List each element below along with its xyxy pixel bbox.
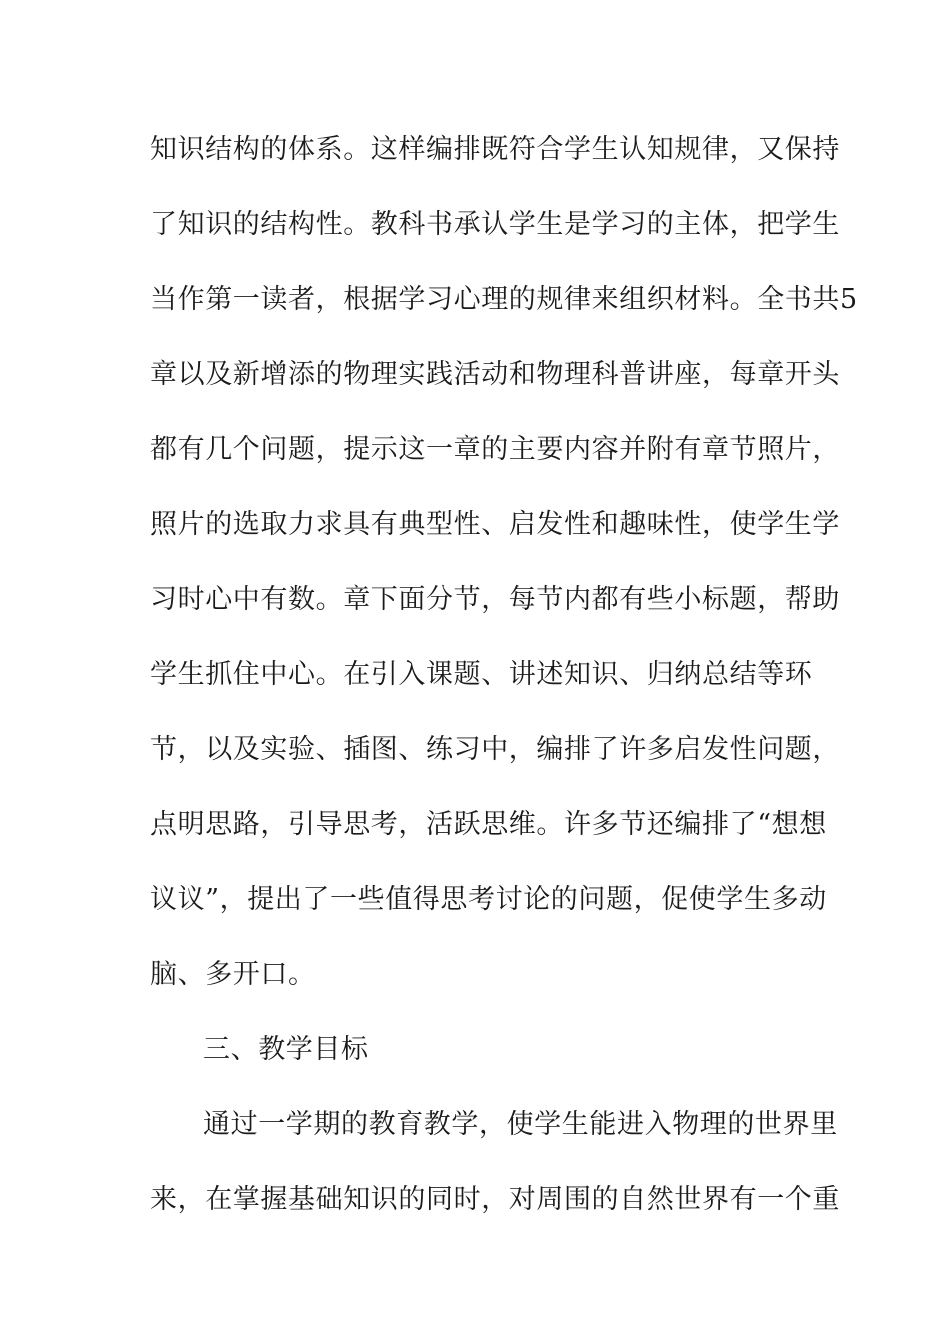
- text-line: 都有几个问题，提示这一章的主要内容并附有章节照片，: [150, 434, 840, 465]
- text-line: 点明思路，引导思考，活跃思维。许多节还编排了“想想: [150, 809, 827, 840]
- text-line: 脑、多开口。: [150, 959, 316, 990]
- text-line: 知识结构的体系。这样编排既符合学生认知规律，又保持: [150, 134, 840, 165]
- text-line: 学生抓住中心。在引入课题、讲述知识、归纳总结等环: [150, 659, 813, 690]
- text-line: 来，在掌握基础知识的同时，对周围的自然世界有一个重: [150, 1184, 840, 1215]
- text-line: 当作第一读者，根据学习心理的规律来组织材料。全书共5: [150, 284, 858, 315]
- text-line: 习时心中有数。章下面分节，每节内都有些小标题，帮助: [150, 584, 840, 615]
- text-line: 通过一学期的教育教学，使学生能进入物理的世界里: [203, 1109, 838, 1140]
- text-line: 照片的选取力求具有典型性、启发性和趣味性，使学生学: [150, 509, 840, 540]
- text-line: 节，以及实验、插图、练习中，编排了许多启发性问题，: [150, 734, 840, 765]
- section-heading: 三、教学目标: [203, 1034, 369, 1065]
- text-line: 议议”，提出了一些值得思考讨论的问题，促使学生多动: [150, 884, 827, 915]
- text-line: 了知识的结构性。教科书承认学生是学习的主体，把学生: [150, 209, 840, 240]
- text-line: 章以及新增添的物理实践活动和物理科普讲座，每章开头: [150, 359, 840, 390]
